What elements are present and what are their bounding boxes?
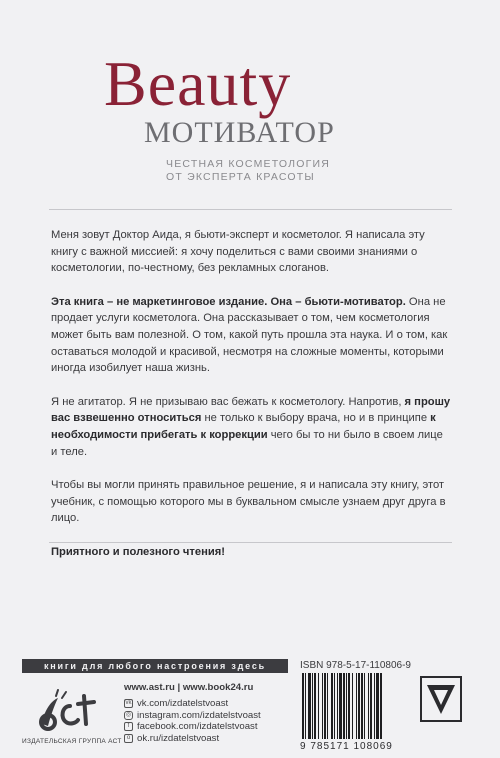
slogan-band: книги для любого настроения здесь bbox=[22, 659, 288, 673]
paragraph-2-bold: Эта книга – не маркетинговое издание. Она – бьюти-мотиватор. bbox=[51, 295, 406, 308]
social-instagram[interactable] bbox=[124, 710, 261, 722]
vk-icon: vk bbox=[125, 700, 132, 707]
tagline bbox=[166, 158, 376, 184]
act-logo bbox=[34, 688, 102, 732]
social-facebook-text: facebook.com/izdatelstvoast bbox=[137, 721, 258, 733]
social-ok[interactable] bbox=[124, 733, 261, 745]
v-triangle-logo bbox=[420, 676, 462, 722]
barcode bbox=[300, 673, 410, 743]
paragraph-5 bbox=[51, 544, 451, 561]
social-vk-text: vk.com/izdatelstvoast bbox=[137, 698, 229, 710]
divider-top bbox=[49, 209, 452, 210]
ok-icon: o bbox=[124, 734, 133, 743]
paragraph-3-part-e: чего бы то ни было в своем лице и теле. bbox=[51, 428, 443, 458]
book-subtitle-word: МОТИВАТОР bbox=[144, 116, 335, 149]
paragraph-3-bold-b: к необходимости прибегать к коррекции bbox=[51, 412, 436, 441]
website-links[interactable]: www.ast.ru | www.book24.ru bbox=[124, 682, 254, 693]
annotation-text bbox=[51, 227, 451, 578]
social-ok-text: ok.ru/izdatelstvoast bbox=[137, 733, 220, 745]
paragraph-4: Чтобы вы могли принять правильное решение, я и написала эту книгу, этот учебник, с помощью которого мы в буквальном смысле узнаем друг друга в лицо. bbox=[51, 479, 446, 525]
paragraph-2 bbox=[51, 294, 451, 377]
tagline-line-2: ОТ ЭКСПЕРТА КРАСОТЫ bbox=[166, 171, 315, 183]
facebook-icon: f bbox=[124, 722, 133, 731]
social-facebook[interactable] bbox=[124, 721, 261, 733]
paragraph-2-rest: Она не продает услуги косметолога. Она рассказывает о том, чем косметология может быть вам полезной. О том, какой путь прошла эта наука. И о том, как оставаться молодой и красивой, несмотря на сложные моменты, которыми иногда изобилует наша жизнь. bbox=[51, 295, 448, 375]
barcode-number: 9 785171 108069 bbox=[300, 741, 393, 752]
social-vk[interactable] bbox=[124, 698, 261, 710]
tagline-line-1: ЧЕСТНАЯ КОСМЕТОЛОГИЯ bbox=[166, 158, 330, 170]
paragraph-3-part-a: Я не агитатор. Я не призываю вас бежать к косметологу. Напротив, bbox=[51, 395, 405, 408]
instagram-icon: ◎ bbox=[125, 711, 132, 718]
paragraph-3-bold-a: я прошу вас взвешенно относиться bbox=[51, 395, 451, 425]
paragraph-5-bold: Приятного и полезного чтения! bbox=[51, 545, 225, 558]
social-instagram-text: instagram.com/izdatelstvoast bbox=[137, 709, 261, 721]
divider-bottom bbox=[49, 542, 452, 543]
isbn-text: ISBN 978-5-17-110806-9 bbox=[300, 660, 411, 671]
paragraph-1: Меня зовут Доктор Аида, я бьюти-эксперт и косметолог. Я написала эту книгу с важной миссией: я хочу поделиться с вами своими знаниями о косметологии, по-честному, без рекламных слоганов. bbox=[51, 229, 425, 275]
book-title: Beauty bbox=[104, 48, 292, 119]
publisher-links bbox=[124, 682, 261, 744]
publisher-caption: ИЗДАТЕЛЬСКАЯ ГРУППА АСТ bbox=[22, 738, 122, 745]
paragraph-3-part-c: не только к выбору врача, но и в принципе bbox=[201, 412, 431, 425]
paragraph-3 bbox=[51, 394, 451, 460]
